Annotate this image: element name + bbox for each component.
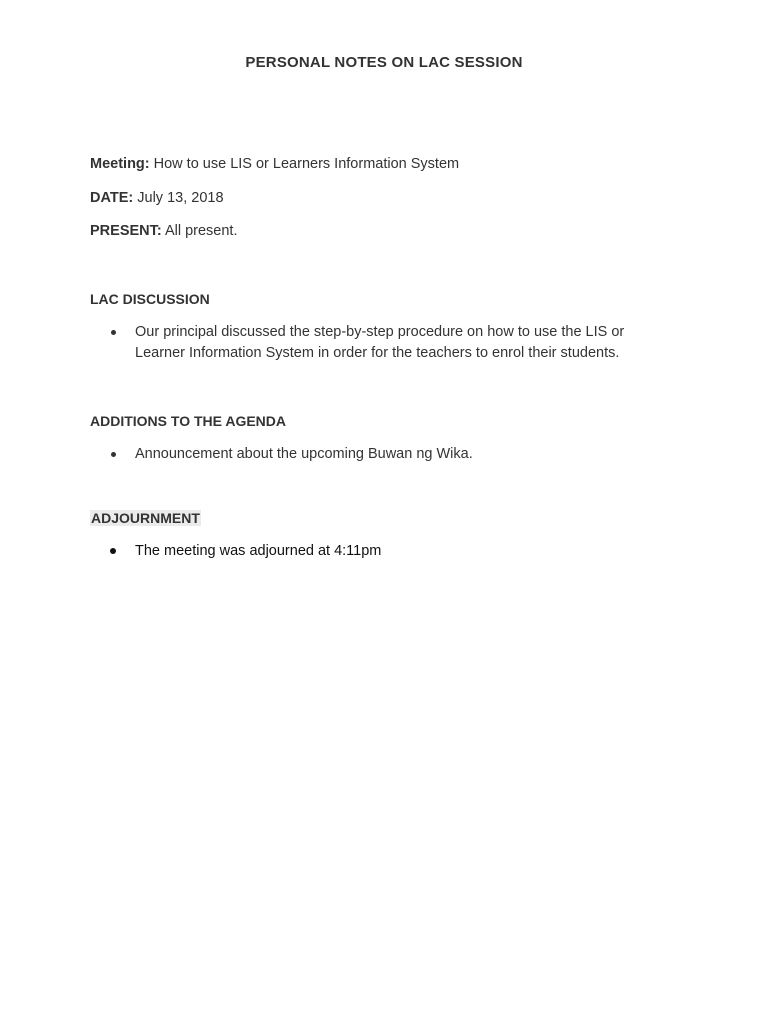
discussion-list xyxy=(90,322,670,364)
date-label: DATE: xyxy=(90,190,134,206)
list-item xyxy=(90,444,670,465)
present-field xyxy=(90,223,238,239)
list-item-text: The meeting was adjourned at 4:11pm xyxy=(135,543,382,559)
bullet-icon xyxy=(110,548,116,554)
additions-list xyxy=(90,444,670,465)
list-item xyxy=(90,541,670,562)
present-label: PRESENT: xyxy=(90,223,162,239)
list-item xyxy=(90,322,670,364)
meeting-value: How to use LIS or Learners Information System xyxy=(153,156,460,172)
discussion-heading: LAC DISCUSSION xyxy=(90,291,210,307)
additions-heading: ADDITIONS TO THE AGENDA xyxy=(90,413,287,429)
date-field xyxy=(90,190,224,206)
bullet-icon xyxy=(111,452,116,457)
bullet-icon xyxy=(111,330,116,335)
meeting-field xyxy=(90,156,459,172)
adjournment-list xyxy=(90,541,670,562)
present-value: All present. xyxy=(164,223,238,239)
list-item-text: Our principal discussed the step-by-step procedure on how to use the LIS or Learner Information System in order for the teachers to enrol their students. xyxy=(135,324,625,361)
list-item-text: Announcement about the upcoming Buwan ng Wika. xyxy=(135,446,473,462)
date-value: July 13, 2018 xyxy=(137,190,224,206)
meeting-label: Meeting: xyxy=(90,156,150,172)
document-title: PERSONAL NOTES ON LAC SESSION xyxy=(245,54,523,71)
adjournment-heading: ADJOURNMENT xyxy=(91,510,200,526)
